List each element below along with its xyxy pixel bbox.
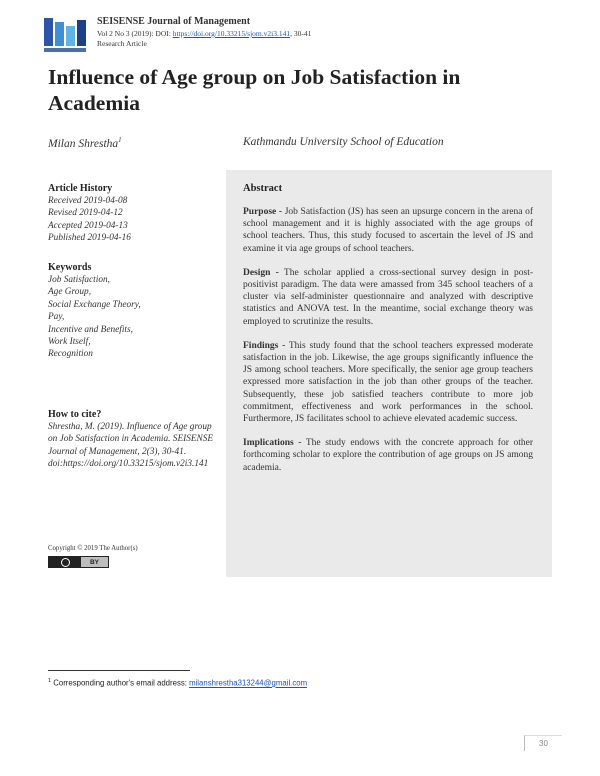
paragraph-lead: Implications - [243,438,302,449]
citation-heading: How to cite? [48,409,102,420]
footnote-mark: 1 [48,678,52,684]
paragraph-lead: Design - [243,267,279,278]
abstract-implications [243,437,533,474]
abstract-findings [243,340,533,425]
logo-bar [55,22,64,46]
page-number: 30 [524,735,562,751]
article-history [48,183,218,245]
journal-logo [44,14,86,52]
keyword-item: Work Itself, [48,337,91,348]
keywords-heading: Keywords [48,262,92,273]
citation-text: Shrestha, M. (2019). Influence of Age group on Job Satisfaction in Academia. SEISENSE Journal of Management, 2(3), 30-41. doi:https://doi.org/10.33215/sjom.v2i3.141 [48,422,214,470]
keyword-item: Recognition [48,349,93,360]
paragraph-lead: Findings - [243,340,286,351]
author-affiliation: Kathmandu University School of Education [243,136,444,148]
paragraph-text: The study endows with the concrete approach for other forthcoming scholar to explore the contribution of age groups on JS among academia. [243,438,533,473]
citation-block [48,409,218,471]
paper-title: Influence of Age group on Job Satisfaction in Academia [48,65,461,115]
copyright-notice: Copyright © 2019 The Author(s) [48,545,138,552]
keyword-item: Social Exchange Theory, [48,299,141,310]
keyword-item: Pay, [48,312,65,323]
footnote-label: Corresponding author's email address: [51,678,190,688]
author-email-link[interactable]: milanshrestha313244@gmail.com [189,678,308,688]
cc-icon [49,557,81,567]
journal-name: SEISENSE Journal of Management [97,16,251,27]
logo-bar [66,26,75,46]
paragraph-text: The scholar applied a cross-sectional survey design in post-positivist paradigm. The data were amassed from 345 school teachers of a cluster via self-administer questionnaire and analyzed with descriptive statistics and ANOVA test. In the meantime, social exchange theory was employed to scrutinize the results. [243,267,533,327]
journal-meta [97,29,311,38]
author-name [48,136,122,150]
paragraph-text: Job Satisfaction (JS) has seen an upsurge concern in the arena of school management and it is highly associated with the age groups of school teachers. Thus, this study focused to ascertain the level of JS and examine it via age groups of school teachers. [243,207,533,254]
article-type: Research Article [97,39,147,48]
history-item: Received 2019-04-08 [48,196,128,206]
history-item: Revised 2019-04-12 [48,208,123,219]
keyword-item: Incentive and Benefits, [48,324,133,335]
abstract-heading: Abstract [243,183,283,194]
history-item: Accepted 2019-04-13 [48,220,128,231]
cc-license-badge[interactable] [48,556,109,568]
logo-base [44,48,86,52]
volume-info: Vol 2 No 3 (2019): DOI: [97,29,173,38]
author-name-text: Milan Shrestha [48,137,119,150]
page-range: , 30-41 [290,29,312,38]
article-history-heading: Article History [48,183,113,194]
abstract-content [243,182,533,486]
paragraph-lead: Purpose - [243,207,283,217]
doi-link[interactable]: https://doi.org/10.33215/sjom.v2i3.141 [172,29,291,38]
history-item: Published 2019-04-16 [48,233,131,244]
keyword-item: Age Group, [48,287,92,298]
footnote [48,678,307,688]
abstract-box [226,170,552,577]
keyword-item: Job Satisfaction, [48,275,110,285]
abstract-design [243,267,533,328]
footnote-divider [48,670,190,671]
logo-bar [44,18,53,46]
cc-by-label: BY [81,557,108,567]
author-footnote-mark: 1 [118,136,122,144]
abstract-purpose [243,206,533,255]
logo-bar [77,20,86,46]
keywords [48,262,218,361]
paragraph-text: This study found that the school teachers expressed moderate satisfaction in the job. Likewise, the age groups significantly influence the JS among school teachers. More specifically, the senior age group teachers expressed more satisfaction in the job than other groups of the teacher. Subsequently, these job satisfied teachers contribute to more job commitment, effectiveness and work performances in the school. Furthermore, JS facilitates school to achieve elevated academic success. [243,340,534,425]
